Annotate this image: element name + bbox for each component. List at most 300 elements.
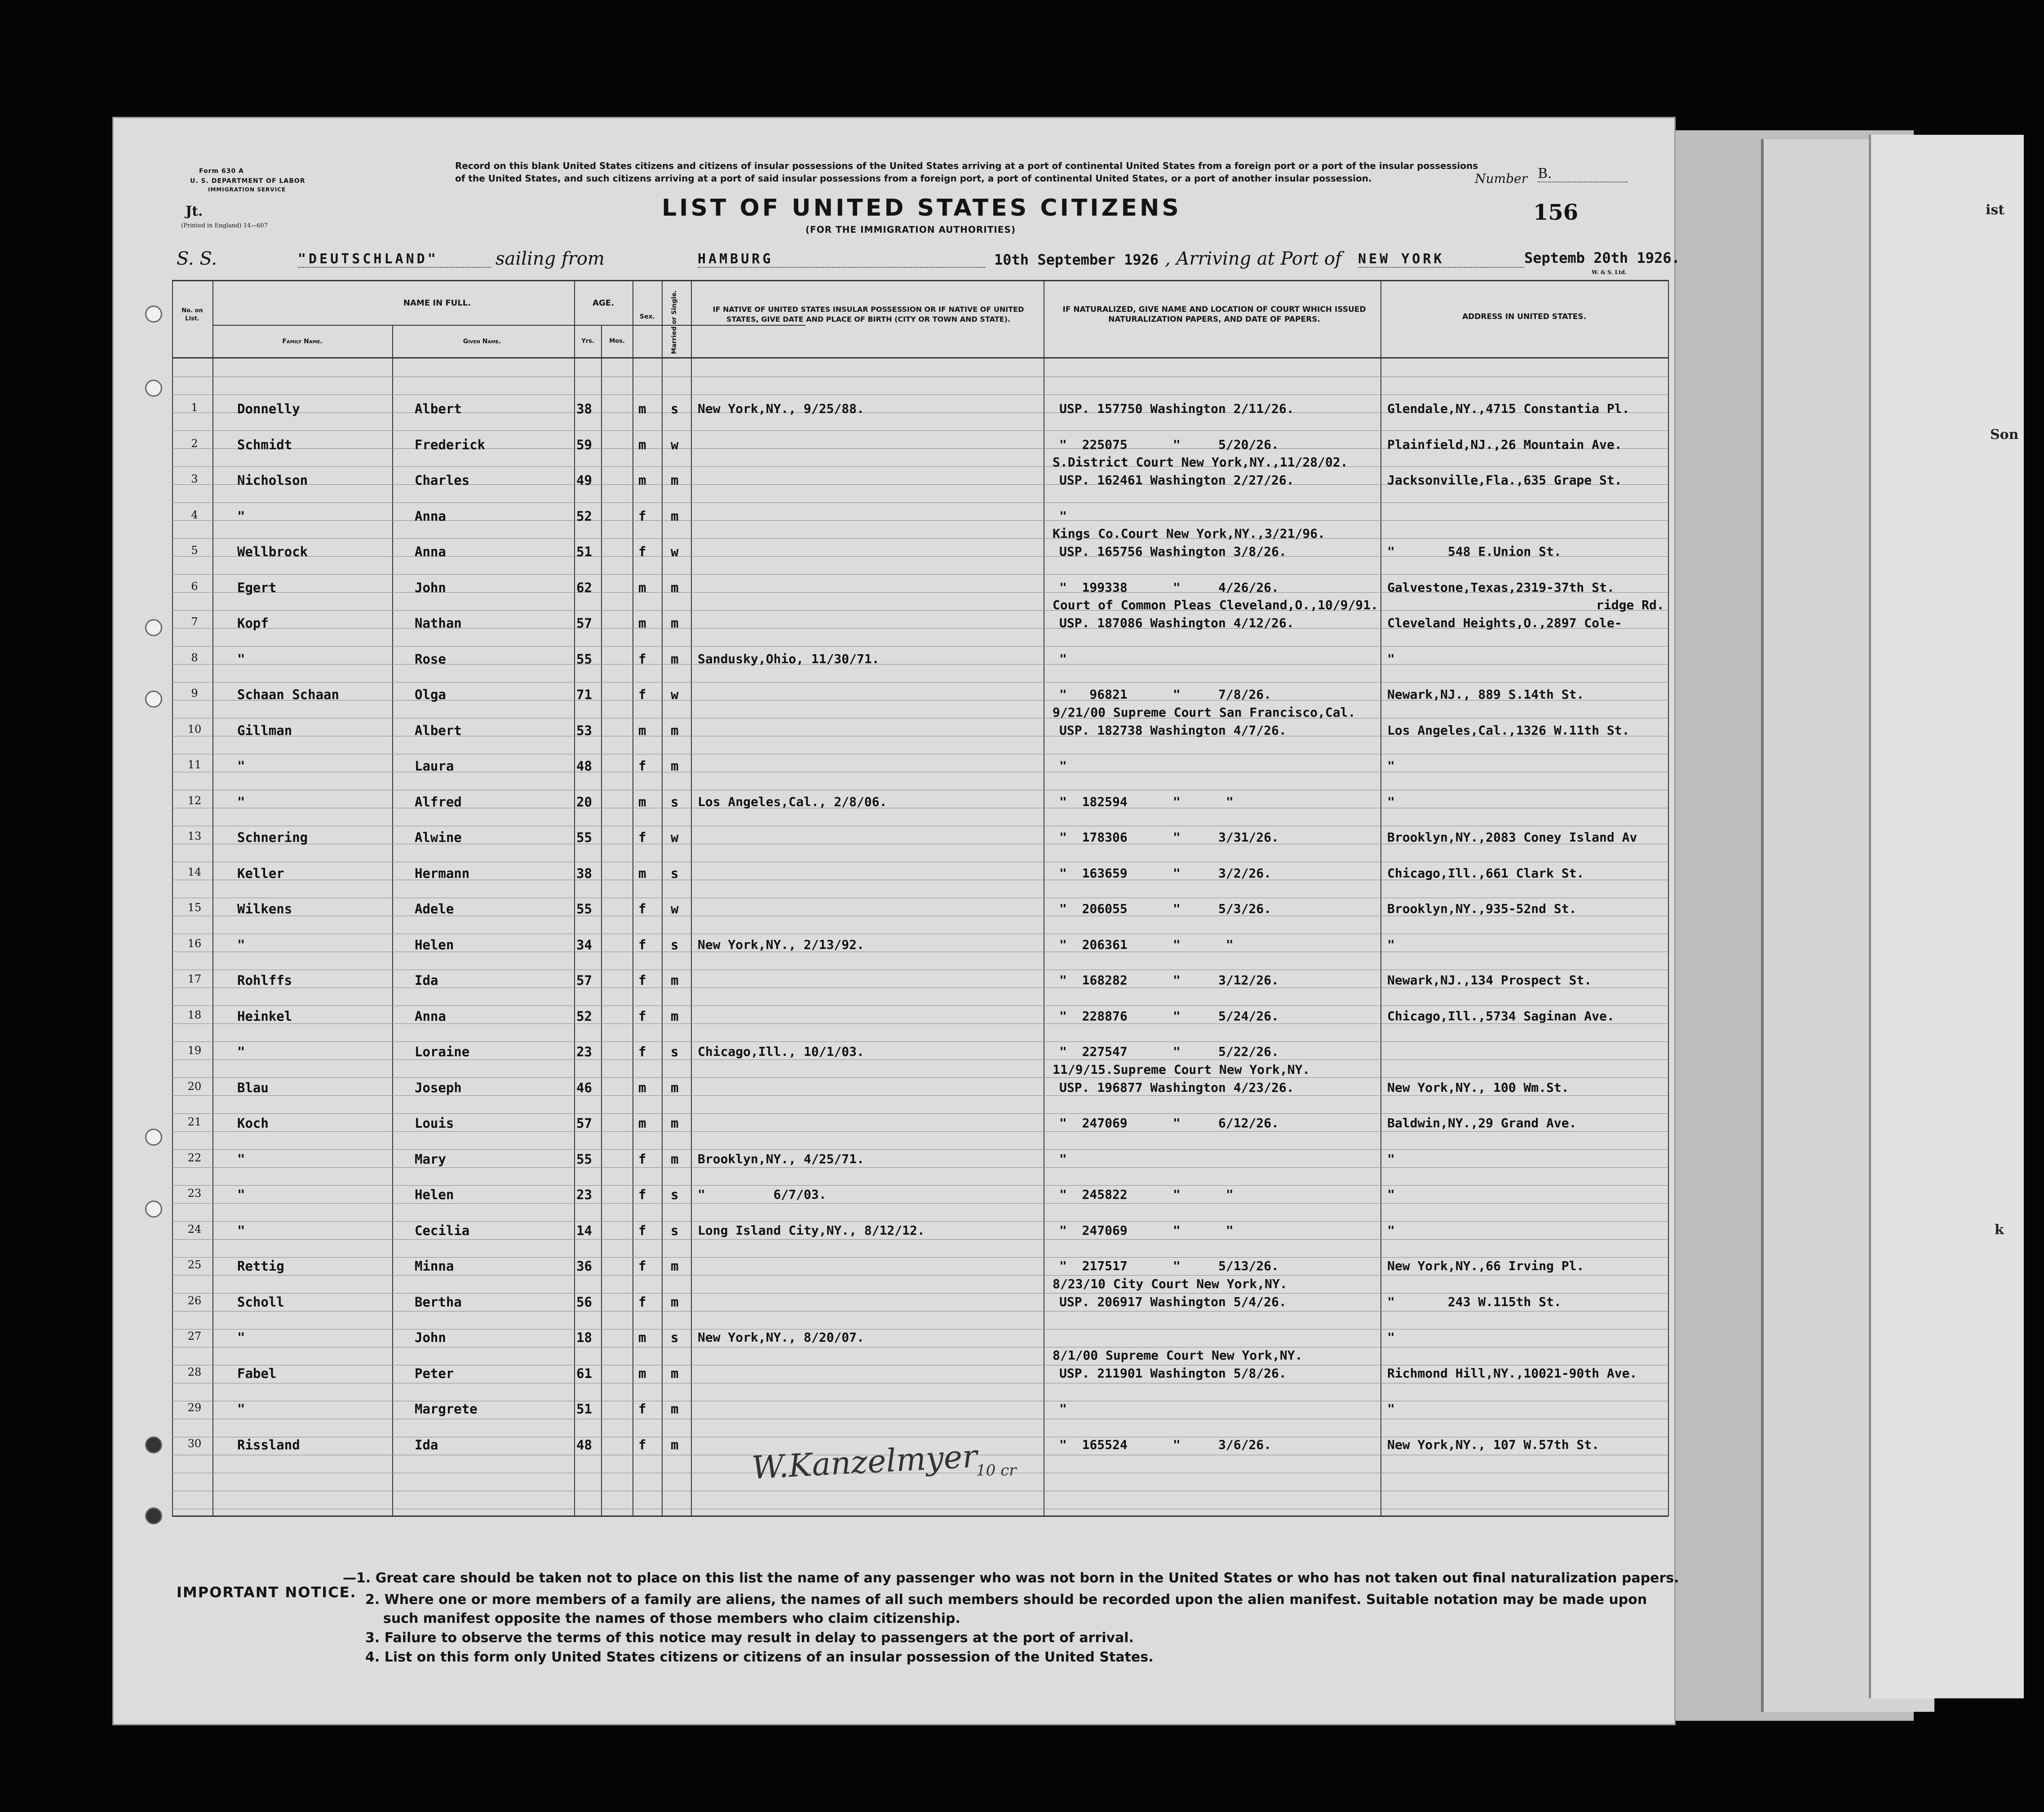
cell-sex: m — [638, 866, 646, 881]
cell-age: 23 — [576, 1044, 592, 1059]
cell-sex: m — [638, 1116, 646, 1131]
cell-addr: " 243 W.115th St. — [1387, 1294, 1562, 1309]
cell-no: 29 — [187, 1401, 202, 1414]
margin-note: ist — [1986, 202, 2005, 218]
ruled-line — [172, 1221, 1668, 1222]
cell-no: 16 — [187, 937, 202, 950]
ruled-line — [172, 1149, 1668, 1150]
header-married: Married or Single. — [671, 290, 678, 354]
number-label: Number — [1475, 171, 1527, 186]
cell-sex: f — [638, 937, 646, 953]
cell-sex: f — [638, 973, 646, 988]
cell-given: Olga — [415, 687, 446, 702]
cell-sex: f — [638, 830, 646, 845]
cell-addr: " — [1387, 794, 1395, 809]
cell-age: 51 — [576, 1401, 592, 1417]
cell-family: " — [237, 651, 245, 667]
cell-sex: f — [638, 687, 646, 702]
cell-given: Helen — [415, 937, 454, 953]
cell-nat-court: 9/21/00 Supreme Court San Francisco,Cal. — [1053, 705, 1356, 720]
cell-no: 8 — [191, 651, 198, 664]
binder-hole — [145, 691, 162, 708]
cell-ms: w — [671, 901, 679, 917]
cell-no: 7 — [191, 616, 198, 628]
cell-nat: " — [1059, 651, 1067, 666]
cell-family: Wellbrock — [237, 544, 308, 559]
cell-addr: Glendale,NY.,4715 Constantia Pl. — [1387, 401, 1630, 416]
cell-family: Gillman — [237, 723, 292, 738]
cell-given: Alfred — [415, 794, 462, 810]
cell-given: Nathan — [415, 616, 462, 631]
cell-nat: " 182594 " " — [1059, 794, 1234, 809]
cell-nat: USP. 187086 Washington 4/12/26. — [1059, 616, 1294, 630]
cell-no: 19 — [187, 1044, 202, 1057]
printed-note: (Printed in England) 14—607 — [181, 222, 268, 229]
cell-birth: Long Island City,NY., 8/12/12. — [698, 1223, 925, 1238]
cell-given: Laura — [415, 758, 454, 774]
cell-given: Margrete — [415, 1401, 478, 1417]
column-line — [691, 280, 692, 1516]
cell-age: 34 — [576, 937, 592, 953]
cell-given: Alwine — [415, 830, 462, 845]
cell-addr: New York,NY., 107 W.57th St. — [1387, 1437, 1600, 1452]
cell-no: 27 — [187, 1330, 202, 1342]
header-no: No. on List. — [181, 307, 203, 322]
cell-family: " — [237, 794, 245, 810]
cell-family: Nicholson — [237, 473, 308, 488]
ruled-line — [172, 1239, 1668, 1240]
cell-ms: m — [671, 1401, 679, 1417]
cell-nat: " 165524 " 3/6/26. — [1059, 1437, 1272, 1452]
cell-given: John — [415, 1330, 446, 1345]
cell-nat: " 228876 " 5/24/26. — [1059, 1009, 1279, 1023]
cell-given: Albert — [415, 723, 462, 738]
number-value: B. — [1538, 166, 1628, 182]
cell-sex: m — [638, 580, 646, 595]
ruled-line — [172, 610, 1668, 611]
cell-given: Anna — [415, 544, 446, 559]
cell-given: Joseph — [415, 1080, 462, 1095]
cell-addr: Baldwin,NY.,29 Grand Ave. — [1387, 1116, 1577, 1130]
port-to: NEW YORK — [1358, 251, 1524, 268]
cell-no: 21 — [187, 1116, 202, 1128]
cell-nat: " 227547 " 5/22/26. — [1059, 1044, 1279, 1059]
ruled-line — [172, 1185, 1668, 1186]
cell-given: Albert — [415, 401, 462, 416]
cell-age: 23 — [576, 1187, 592, 1202]
cell-no: 15 — [187, 901, 202, 914]
cell-birth: Los Angeles,Cal., 2/8/06. — [698, 794, 887, 809]
cell-ms: m — [671, 973, 679, 988]
cell-addr: Jacksonville,Fla.,635 Grape St. — [1387, 473, 1622, 487]
cell-given: Helen — [415, 1187, 454, 1202]
cell-family: Schmidt — [237, 437, 292, 452]
cell-age: 52 — [576, 1009, 592, 1024]
cell-nat: " — [1059, 1152, 1067, 1166]
header-age: AGE. — [593, 298, 614, 308]
cell-nat: " — [1059, 1401, 1067, 1416]
cell-age: 59 — [576, 437, 592, 452]
cell-given: Anna — [415, 509, 446, 524]
cell-sex: m — [638, 723, 646, 738]
cell-ms: m — [671, 651, 679, 667]
cell-no: 14 — [187, 866, 202, 878]
page-subtitle: (FOR THE IMMIGRATION AUTHORITIES) — [805, 224, 1016, 235]
ruled-line — [172, 1257, 1668, 1258]
cell-family: " — [237, 937, 245, 953]
cell-ms: m — [671, 616, 679, 631]
cell-age: 55 — [576, 651, 592, 667]
cell-addr: " — [1387, 758, 1395, 773]
header-yrs: Yrs. — [581, 338, 594, 345]
cell-age: 49 — [576, 473, 592, 488]
cell-addr: " — [1387, 1152, 1395, 1166]
notice-item: —1. Great care should be taken not to place on this list the name of any passenger who was not born in the United States or who has not taken out final naturalization papers. — [343, 1570, 1679, 1586]
cell-ms: s — [671, 1223, 679, 1238]
binder-hole — [145, 1436, 162, 1453]
cell-addr: Richmond Hill,NY.,10021-90th Ave. — [1387, 1366, 1637, 1381]
cell-no: 6 — [191, 580, 198, 593]
cell-family: " — [237, 1223, 245, 1238]
ruled-line — [172, 664, 1668, 665]
cell-age: 53 — [576, 723, 592, 738]
cell-family: Rettig — [237, 1258, 284, 1274]
cell-given: Adele — [415, 901, 454, 917]
cell-given: Anna — [415, 1009, 446, 1024]
cell-sex: f — [638, 1294, 646, 1310]
cell-nat: " 206361 " " — [1059, 937, 1234, 952]
cell-family: " — [237, 758, 245, 774]
page-title: LIST OF UNITED STATES CITIZENS — [662, 195, 1181, 222]
ruled-line — [172, 1293, 1668, 1294]
cell-given: Ida — [415, 1437, 438, 1453]
arriving-label: , Arriving at Port of — [1165, 248, 1342, 269]
ruled-line — [172, 1275, 1668, 1276]
ruled-line — [172, 1023, 1668, 1024]
cell-sex: m — [638, 1080, 646, 1095]
form-number: Form 630 A — [199, 168, 244, 175]
cell-family: " — [237, 1330, 245, 1345]
cell-sex: m — [638, 437, 646, 452]
cell-given: John — [415, 580, 446, 595]
column-line — [172, 280, 173, 1516]
cell-nat: USP. 196877 Washington 4/23/26. — [1059, 1080, 1294, 1095]
cell-family: Scholl — [237, 1294, 284, 1310]
header-bottom-border — [172, 357, 1668, 359]
ruled-line — [172, 430, 1668, 431]
cell-addr: Newark,NJ., 889 S.14th St. — [1387, 687, 1584, 702]
cell-age: 57 — [576, 1116, 592, 1131]
cell-ms: s — [671, 866, 679, 881]
cell-addr: " — [1387, 1187, 1395, 1202]
cell-age: 55 — [576, 901, 592, 917]
header-divider — [212, 325, 805, 326]
binder-hole — [145, 306, 162, 323]
cell-no: 18 — [187, 1009, 202, 1021]
binder-hole — [145, 1201, 162, 1218]
cell-ms: s — [671, 937, 679, 953]
cell-sex: f — [638, 1223, 646, 1238]
cell-nat: " — [1059, 509, 1067, 523]
cell-birth: " 6/7/03. — [698, 1187, 827, 1202]
cell-sex: m — [638, 473, 646, 488]
table-top-border — [172, 280, 1668, 281]
departure-date: 10th September 1926 — [994, 251, 1159, 268]
cell-given: Hermann — [415, 866, 470, 881]
cell-no: 2 — [191, 437, 198, 450]
cell-ms: m — [671, 1009, 679, 1024]
margin-note: Son — [1990, 427, 2019, 443]
background-page — [1869, 135, 2024, 1698]
cell-given: Rose — [415, 651, 446, 667]
ruled-line — [172, 466, 1668, 467]
ruled-line — [172, 538, 1668, 539]
cell-family: Wilkens — [237, 901, 292, 917]
ruled-line — [172, 1059, 1668, 1060]
cell-nat: USP. 162461 Washington 2/27/26. — [1059, 473, 1294, 487]
cell-family: " — [237, 509, 245, 524]
cell-ms: s — [671, 1044, 679, 1059]
cell-age: 14 — [576, 1223, 592, 1238]
ss-label: S. S. — [177, 248, 217, 269]
ruled-line — [172, 1167, 1668, 1168]
cell-addr: Chicago,Ill.,661 Clark St. — [1387, 866, 1584, 881]
cell-no: 12 — [187, 794, 202, 807]
cell-age: 61 — [576, 1366, 592, 1381]
cell-age: 48 — [576, 758, 592, 774]
binder-hole — [145, 1507, 162, 1524]
cell-no: 13 — [187, 830, 202, 842]
margin-note: k — [1995, 1222, 2004, 1238]
cell-nat: " 178306 " 3/31/26. — [1059, 830, 1279, 845]
printer-mark: W. & S. Ltd. — [1592, 269, 1627, 275]
ruled-line — [172, 1113, 1668, 1114]
cell-ms: m — [671, 758, 679, 774]
cell-no: 4 — [191, 509, 198, 521]
cell-given: Cecilia — [415, 1223, 470, 1238]
cell-age: 62 — [576, 580, 592, 595]
ruled-line — [172, 574, 1668, 575]
cell-family: Blau — [237, 1080, 269, 1095]
cell-sex: f — [638, 1187, 646, 1202]
cell-addr: Cleveland Heights,O.,2897 Cole- — [1387, 616, 1622, 630]
ruled-line — [172, 394, 1668, 395]
cell-nat: " 96821 " 7/8/26. — [1059, 687, 1272, 702]
cell-age: 51 — [576, 544, 592, 559]
cell-nat-court: Kings Co.Court New York,NY.,3/21/96. — [1053, 526, 1325, 541]
header-given: Given Name. — [463, 338, 501, 345]
cell-given: Loraine — [415, 1044, 470, 1059]
cell-family: Schaan Schaan — [237, 687, 339, 702]
cell-sex: m — [638, 1366, 646, 1381]
cell-family: " — [237, 1187, 245, 1202]
cell-nat: " 217517 " 5/13/26. — [1059, 1258, 1279, 1273]
cell-no: 24 — [187, 1223, 202, 1236]
cell-addr: Chicago,Ill.,5734 Saginan Ave. — [1387, 1009, 1615, 1023]
column-line — [212, 280, 213, 1516]
cell-no: 25 — [187, 1258, 202, 1271]
notice-item: 4. List on this form only United States citizens or citizens of an insular possession of the United States. — [365, 1649, 1154, 1665]
cell-sex: f — [638, 1437, 646, 1453]
cell-sex: f — [638, 1009, 646, 1024]
cell-family: Egert — [237, 580, 277, 595]
cell-nat-court: 8/1/00 Supreme Court New York,NY. — [1053, 1348, 1303, 1363]
notice-title: IMPORTANT NOTICE. — [177, 1584, 357, 1601]
cell-ms: m — [671, 580, 679, 595]
ruled-line — [172, 1095, 1668, 1096]
cell-age: 46 — [576, 1080, 592, 1095]
cell-no: 23 — [187, 1187, 202, 1200]
cell-ms: m — [671, 1258, 679, 1274]
cell-sex: f — [638, 544, 646, 559]
cell-nat: " 247069 " 6/12/26. — [1059, 1116, 1279, 1130]
cell-given: Bertha — [415, 1294, 462, 1310]
cell-birth: Chicago,Ill., 10/1/03. — [698, 1044, 864, 1059]
header-address: ADDRESS IN UNITED STATES. — [1462, 312, 1587, 321]
binder-hole — [145, 380, 162, 397]
header-mos: Mos. — [609, 338, 625, 345]
cell-ms: m — [671, 1116, 679, 1131]
column-line — [1668, 280, 1669, 1516]
cell-sex: f — [638, 901, 646, 917]
cell-no: 1 — [191, 401, 198, 414]
cell-addr: " — [1387, 651, 1395, 666]
cell-family: Rissland — [237, 1437, 300, 1453]
service: IMMIGRATION SERVICE — [208, 186, 286, 193]
cell-nat: USP. 211901 Washington 5/8/26. — [1059, 1366, 1287, 1381]
ruled-line — [172, 520, 1668, 521]
cell-sex: f — [638, 1401, 646, 1417]
cell-birth: Brooklyn,NY., 4/25/71. — [698, 1152, 864, 1166]
department: U. S. DEPARTMENT OF LABOR — [190, 177, 305, 185]
cell-given: Minna — [415, 1258, 454, 1274]
cell-age: 36 — [576, 1258, 592, 1274]
cell-addr: " 548 E.Union St. — [1387, 544, 1562, 559]
header-birth: IF NATIVE OF UNITED STATES INSULAR POSSESSION OR IF NATIVE OF UNITED STATES, GIVE DATE AND PLACE OF BIRTH (CITY OR TOWN AND STATE). — [712, 305, 1024, 323]
cell-ms: m — [671, 1080, 679, 1095]
cell-addr: Galvestone,Texas,2319-37th St. — [1387, 580, 1615, 595]
cell-nat: USP. 206917 Washington 5/4/26. — [1059, 1294, 1287, 1309]
cell-addr-cont: ridge Rd. — [1596, 598, 1664, 612]
cell-ms: s — [671, 1187, 679, 1202]
ruled-line — [172, 502, 1668, 503]
cell-ms: w — [671, 544, 679, 559]
cell-sex: f — [638, 758, 646, 774]
ruled-line — [172, 1041, 1668, 1042]
cell-ms: w — [671, 830, 679, 845]
cell-nat: " — [1059, 758, 1067, 773]
cell-given: Mary — [415, 1152, 446, 1167]
cell-family: Keller — [237, 866, 284, 881]
cell-nat: " 225075 " 5/20/26. — [1059, 437, 1279, 452]
ruled-line — [172, 1203, 1668, 1204]
notice-item: 2. Where one or more members of a family are aliens, the names of all such members should be recorded upon the alien manifest. Suitable notation may be made upon — [365, 1592, 1647, 1608]
cell-birth: Sandusky,Ohio, 11/30/71. — [698, 651, 880, 666]
cell-nat: USP. 182738 Washington 4/7/26. — [1059, 723, 1287, 738]
arrival-date: Septemb 20th 1926. — [1524, 249, 1680, 266]
cell-age: 52 — [576, 509, 592, 524]
cell-family: Fabel — [237, 1366, 277, 1381]
column-line — [392, 325, 393, 1516]
cell-nat: " 245822 " " — [1059, 1187, 1234, 1202]
binder-hole — [145, 619, 162, 636]
cell-birth: New York,NY., 2/13/92. — [698, 937, 864, 952]
cell-addr: Newark,NJ.,134 Prospect St. — [1387, 973, 1592, 988]
cell-ms: s — [671, 401, 679, 416]
cell-addr: New York,NY., 100 Wm.St. — [1387, 1080, 1569, 1095]
cell-birth: New York,NY., 9/25/88. — [698, 401, 864, 416]
cell-nat: " 199338 " 4/26/26. — [1059, 580, 1279, 595]
cell-nat-court: S.District Court New York,NY.,11/28/02. — [1053, 455, 1348, 470]
cell-family: Rohlffs — [237, 973, 292, 988]
cell-no: 3 — [191, 473, 198, 485]
cell-given: Ida — [415, 973, 438, 988]
ship-name: "DEUTSCHLAND" — [298, 251, 491, 268]
cell-no: 10 — [187, 723, 202, 735]
cell-ms: m — [671, 1437, 679, 1453]
cell-age: 38 — [576, 401, 592, 416]
cell-age: 71 — [576, 687, 592, 702]
notice-item: 3. Failure to observe the terms of this notice may result in delay to passengers at the port of arrival. — [365, 1630, 1134, 1646]
cell-no: 22 — [187, 1152, 202, 1164]
cell-nat: " 168282 " 3/12/26. — [1059, 973, 1279, 988]
cell-addr: Brooklyn,NY.,935-52nd St. — [1387, 901, 1577, 916]
cell-age: 20 — [576, 794, 592, 810]
cell-nat: USP. 165756 Washington 3/8/26. — [1059, 544, 1287, 559]
column-line — [574, 280, 575, 1516]
cell-ms: m — [671, 509, 679, 524]
cell-sex: m — [638, 794, 646, 810]
cell-no: 26 — [187, 1294, 202, 1307]
page-number: 156 — [1533, 200, 1579, 225]
cell-family: " — [237, 1401, 245, 1417]
cell-age: 18 — [576, 1330, 592, 1345]
cell-nat: USP. 157750 Washington 2/11/26. — [1059, 401, 1294, 416]
cell-family: Koch — [237, 1116, 269, 1131]
cell-sex: m — [638, 1330, 646, 1345]
cell-given: Frederick — [415, 437, 486, 452]
manifest-sheet — [112, 117, 1680, 1725]
header-family: Family Name. — [282, 338, 323, 345]
cell-addr: " — [1387, 1401, 1395, 1416]
cell-ms: m — [671, 1366, 679, 1381]
cell-ms: m — [671, 1294, 679, 1310]
port-from: HAMBURG — [698, 251, 985, 268]
ruled-line — [172, 1131, 1668, 1132]
column-line — [601, 325, 602, 1516]
cell-nat: " 247069 " " — [1059, 1223, 1234, 1238]
column-line — [662, 280, 663, 1516]
cell-sex: f — [638, 1152, 646, 1167]
cell-age: 38 — [576, 866, 592, 881]
ruled-line — [172, 646, 1668, 647]
cell-family: Schnering — [237, 830, 308, 845]
cell-no: 5 — [191, 544, 198, 557]
cell-family: Kopf — [237, 616, 269, 631]
cell-nat-court: Court of Common Pleas Cleveland,O.,10/9/91. — [1053, 598, 1378, 612]
cell-birth: New York,NY., 8/20/07. — [698, 1330, 864, 1345]
cell-addr: Plainfield,NJ.,26 Mountain Ave. — [1387, 437, 1622, 452]
cell-nat: " 206055 " 5/3/26. — [1059, 901, 1272, 916]
cell-ms: m — [671, 473, 679, 488]
cell-family: Heinkel — [237, 1009, 292, 1024]
binder-hole — [145, 1129, 162, 1146]
cell-age: 57 — [576, 616, 592, 631]
cell-ms: w — [671, 437, 679, 452]
header-naturalized: IF NATURALIZED, GIVE NAME AND LOCATION OF COURT WHICH ISSUED NATURALIZATION PAPERS, AND DATE OF PAPERS. — [1062, 305, 1366, 324]
cell-age: 56 — [576, 1294, 592, 1310]
cell-sex: f — [638, 1258, 646, 1274]
